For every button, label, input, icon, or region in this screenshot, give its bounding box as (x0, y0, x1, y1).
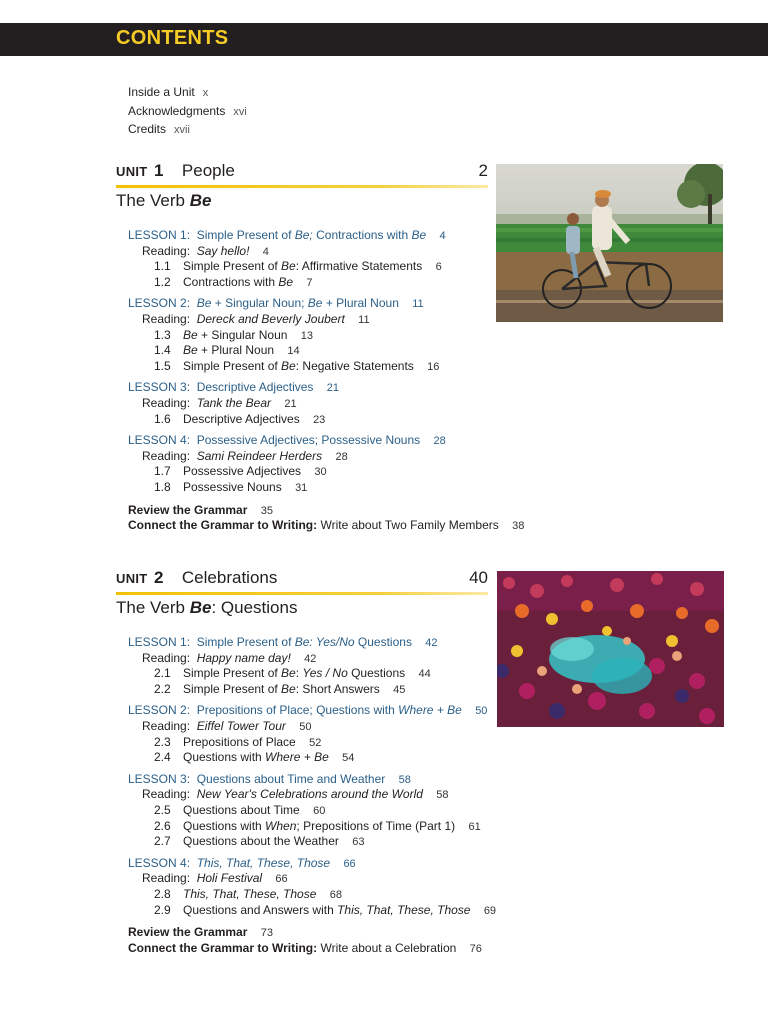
unit-word: UNIT (116, 571, 148, 586)
lesson-page: 21 (326, 382, 340, 395)
unit-1-subtitle (116, 191, 211, 211)
lesson-label: LESSON 1: (128, 228, 191, 242)
reading-title: Sami Reindeer Herders (196, 448, 323, 463)
reading-label: Reading: (142, 787, 191, 802)
reading-title: New Year's Celebrations around the World (196, 787, 423, 802)
grammar-item[interactable] (128, 464, 524, 480)
item-number: 1.8 (154, 479, 171, 494)
item-number: 2.4 (154, 750, 171, 765)
lesson-label: LESSON 1: (128, 635, 191, 649)
item-page: 45 (393, 683, 406, 696)
lesson-link[interactable] (128, 703, 496, 719)
lesson-page: 58 (398, 773, 411, 786)
item-number: 1.6 (154, 411, 171, 426)
item-title: Where + Be (265, 750, 329, 765)
item-title: Questions about Time (183, 802, 300, 817)
reading-page: 58 (436, 789, 449, 802)
grammar-item[interactable] (128, 903, 496, 919)
item-title: + Singular Noun (197, 327, 288, 342)
item-title: : Affirmative Statements (295, 259, 423, 274)
item-title: Be (281, 681, 296, 696)
review-page: 73 (260, 927, 273, 940)
lesson-page: 11 (412, 298, 424, 311)
subtitle-text: The Verb (116, 191, 190, 210)
unit-number: 2 (153, 568, 164, 587)
unit-name: Celebrations (181, 568, 278, 587)
item-number: 2.5 (154, 802, 171, 817)
item-number: 2.2 (154, 681, 171, 696)
item-title: Questions and Answers with (183, 902, 338, 917)
item-title: Possessive Adjectives (183, 464, 302, 479)
reading-title: Eiffel Tower Tour (196, 718, 286, 733)
item-page: 54 (342, 752, 355, 765)
item-title: When (265, 818, 297, 833)
lesson-title: Simple Present of (196, 635, 295, 649)
grammar-item[interactable] (128, 834, 496, 850)
reading-title: Holi Festival (196, 871, 263, 886)
unit-word: UNIT (116, 164, 148, 179)
lesson-label: LESSON 3: (128, 380, 191, 395)
unit-page: 40 (469, 568, 488, 587)
item-number: 2.7 (154, 834, 171, 849)
front-item-page: xvii (174, 124, 190, 136)
connect-text: Write about Two Family Members (320, 518, 499, 533)
item-number: 1.4 (154, 343, 171, 358)
item-number: 1.3 (154, 327, 171, 342)
item-page: 69 (483, 904, 497, 917)
front-item-page: xvi (233, 105, 247, 118)
lesson-title: Questions (354, 635, 412, 649)
lesson-title: Simple Present of (196, 228, 295, 242)
reading-title: Happy name day! (196, 650, 291, 665)
item-title: Prepositions of Place (183, 734, 296, 749)
grammar-item[interactable] (128, 803, 496, 819)
reading-label: Reading: (142, 311, 191, 326)
reading-label: Reading: (142, 243, 191, 258)
unit-rule (116, 185, 488, 188)
lesson-title: Contractions with (316, 228, 412, 242)
item-title: + Plural Noun (197, 343, 275, 358)
item-title: Questions about the Weather (183, 834, 339, 849)
item-title: Questions (347, 666, 406, 681)
lesson-label: LESSON 4: (128, 855, 191, 870)
item-title: Questions with (183, 818, 266, 833)
lesson-label: LESSON 2: (128, 296, 191, 311)
item-page: 30 (314, 466, 327, 479)
page-title: CONTENTS (116, 27, 229, 49)
reading-title: Say hello! (196, 243, 250, 258)
reading-link[interactable] (128, 244, 524, 260)
lesson-title: Be: Yes/No (294, 635, 355, 649)
front-item[interactable] (128, 121, 247, 140)
review-link[interactable] (128, 503, 524, 519)
reading-link[interactable] (128, 719, 496, 735)
reading-page: 21 (284, 397, 297, 410)
item-title: : Negative Statements (295, 358, 414, 373)
item-title: Be (281, 666, 296, 681)
unit-2-heading[interactable] (116, 568, 488, 592)
front-item-label: Inside a Unit (128, 85, 195, 99)
review-label: Review the Grammar (128, 502, 248, 517)
review-page: 35 (260, 504, 273, 517)
reading-label: Reading: (142, 448, 191, 463)
item-title: Descriptive Adjectives (183, 411, 300, 426)
item-page: 16 (427, 360, 440, 373)
unit-2-subtitle (116, 598, 297, 618)
grammar-item[interactable] (128, 887, 496, 903)
reading-link[interactable] (128, 871, 496, 887)
item-title: Be (183, 327, 198, 342)
item-number: 2.6 (154, 818, 171, 833)
item-title: ; Prepositions of Time (Part 1) (296, 818, 456, 833)
reading-page: 11 (358, 313, 370, 326)
reading-page: 4 (262, 245, 269, 258)
lesson-label: LESSON 2: (128, 703, 191, 718)
front-item[interactable] (128, 103, 247, 122)
lesson-title: Be; (294, 228, 317, 242)
lesson-link[interactable] (128, 433, 524, 449)
unit-page: 2 (478, 161, 488, 180)
item-title: Be (281, 259, 296, 274)
reading-label: Reading: (142, 718, 191, 733)
grammar-item[interactable] (128, 480, 524, 496)
item-title: Questions with (183, 750, 266, 765)
front-item-label: Credits (128, 122, 167, 136)
reading-link[interactable] (128, 651, 496, 667)
item-number: 1.7 (154, 464, 171, 479)
item-title: This, That, These, Those (337, 902, 471, 917)
subtitle-italic: Be (189, 598, 212, 617)
unit-rule (116, 592, 488, 595)
lesson-title: Be (307, 296, 323, 311)
item-title: Simple Present of (183, 666, 282, 681)
unit-name: People (181, 161, 235, 180)
lesson-link[interactable] (128, 856, 496, 872)
item-page: 23 (313, 413, 326, 426)
reading-label: Reading: (142, 871, 191, 886)
lesson-page: 42 (425, 637, 438, 649)
item-title: Possessive Nouns (183, 479, 282, 494)
subtitle-text: : Questions (211, 598, 298, 617)
item-title: Contractions with (183, 274, 279, 289)
unit-2-lessons (128, 635, 496, 956)
review-link[interactable] (128, 925, 496, 941)
grammar-item[interactable] (128, 328, 524, 344)
grammar-item[interactable] (128, 359, 524, 375)
item-title: : (295, 666, 303, 681)
reading-title: Tank the Bear (196, 395, 271, 410)
connect-link[interactable] (128, 518, 524, 534)
reading-page: 66 (275, 873, 288, 886)
lesson-title: Be (196, 296, 212, 311)
item-number: 1.2 (154, 274, 171, 289)
connect-label: Connect the Grammar to Writing: (128, 940, 318, 955)
item-page: 44 (418, 668, 431, 681)
lesson-label: LESSON 4: (128, 433, 191, 448)
reading-link[interactable] (128, 312, 524, 328)
lesson-title: Descriptive Adjectives (196, 380, 314, 395)
reading-page: 42 (304, 652, 317, 665)
item-number: 1.5 (154, 358, 171, 373)
lesson-title: Prepositions of Place; Questions with (196, 703, 399, 718)
subtitle-text: The Verb (116, 598, 190, 617)
grammar-item[interactable] (128, 750, 496, 766)
item-title: Simple Present of (183, 358, 282, 373)
grammar-item[interactable] (128, 819, 496, 835)
lesson-link[interactable] (128, 380, 524, 396)
lesson-title: Possessive Adjectives; Possessive Nouns (196, 433, 421, 448)
connect-page: 38 (512, 520, 525, 533)
item-number: 2.1 (154, 666, 171, 681)
reading-link[interactable] (128, 396, 524, 412)
connect-page: 76 (469, 942, 482, 955)
item-page: 68 (329, 888, 342, 901)
item-page: 63 (352, 836, 365, 849)
grammar-item[interactable] (128, 735, 496, 751)
item-title: Simple Present of (183, 259, 282, 274)
lesson-page: 4 (439, 230, 446, 242)
lesson-title: This, That, These, Those (196, 855, 331, 870)
connect-label: Connect the Grammar to Writing: (128, 518, 318, 533)
item-title: Be (281, 358, 296, 373)
item-title: Be (278, 274, 294, 289)
lesson-page: 28 (433, 435, 446, 448)
lesson-page: 50 (475, 705, 488, 718)
reading-link[interactable] (128, 449, 524, 465)
item-title: Simple Present of (183, 681, 282, 696)
reading-link[interactable] (128, 787, 496, 803)
grammar-item[interactable] (128, 666, 496, 682)
unit-1-lessons (128, 228, 524, 534)
item-number: 2.9 (154, 902, 171, 917)
item-title: Yes / No (302, 666, 348, 681)
lesson-title: + Singular Noun; (211, 296, 308, 311)
grammar-item[interactable] (128, 412, 524, 428)
lesson-title: Be (411, 228, 427, 242)
item-page: 52 (309, 736, 322, 749)
item-page: 60 (313, 804, 326, 817)
front-item[interactable] (128, 84, 247, 103)
reading-page: 28 (335, 450, 348, 463)
item-title: : Short Answers (295, 681, 380, 696)
connect-link[interactable] (128, 941, 496, 957)
grammar-item[interactable] (128, 343, 524, 359)
front-item-page: x (202, 87, 209, 99)
unit-1-photo (496, 164, 723, 322)
lesson-link[interactable] (128, 228, 524, 244)
reading-label: Reading: (142, 395, 191, 410)
reading-page: 50 (299, 720, 312, 733)
item-page: 61 (468, 820, 481, 833)
subtitle-italic: Be (189, 191, 212, 210)
unit-1-heading[interactable] (116, 161, 488, 185)
connect-text: Write about a Celebration (320, 940, 457, 955)
item-page: 31 (295, 481, 308, 494)
unit-number: 1 (153, 161, 164, 180)
lesson-title: Where + Be (398, 703, 462, 718)
lesson-title: Questions about Time and Weather (196, 771, 386, 786)
item-page: 14 (287, 345, 300, 358)
front-matter (128, 84, 247, 140)
item-number: 1.1 (154, 259, 171, 274)
lesson-page: 66 (343, 857, 356, 870)
header-bar (0, 23, 768, 56)
lesson-link[interactable] (128, 635, 496, 651)
reading-label: Reading: (142, 650, 191, 665)
unit-2-photo (497, 571, 724, 727)
lesson-link[interactable] (128, 772, 496, 788)
review-label: Review the Grammar (128, 925, 248, 940)
lesson-link[interactable] (128, 296, 524, 312)
item-title: Be (183, 343, 198, 358)
lesson-title: + Plural Noun (322, 296, 399, 311)
item-number: 2.8 (154, 886, 171, 901)
grammar-item[interactable] (128, 259, 524, 275)
item-number: 2.3 (154, 734, 171, 749)
grammar-item[interactable] (128, 682, 496, 698)
item-page: 6 (435, 261, 442, 274)
item-page: 7 (306, 276, 313, 289)
item-title: This, That, These, Those (183, 886, 317, 901)
front-item-label: Acknowledgments (128, 103, 226, 118)
lesson-label: LESSON 3: (128, 771, 191, 786)
item-page: 13 (300, 329, 314, 342)
grammar-item[interactable] (128, 275, 524, 291)
reading-title: Dereck and Beverly Joubert (196, 311, 345, 326)
